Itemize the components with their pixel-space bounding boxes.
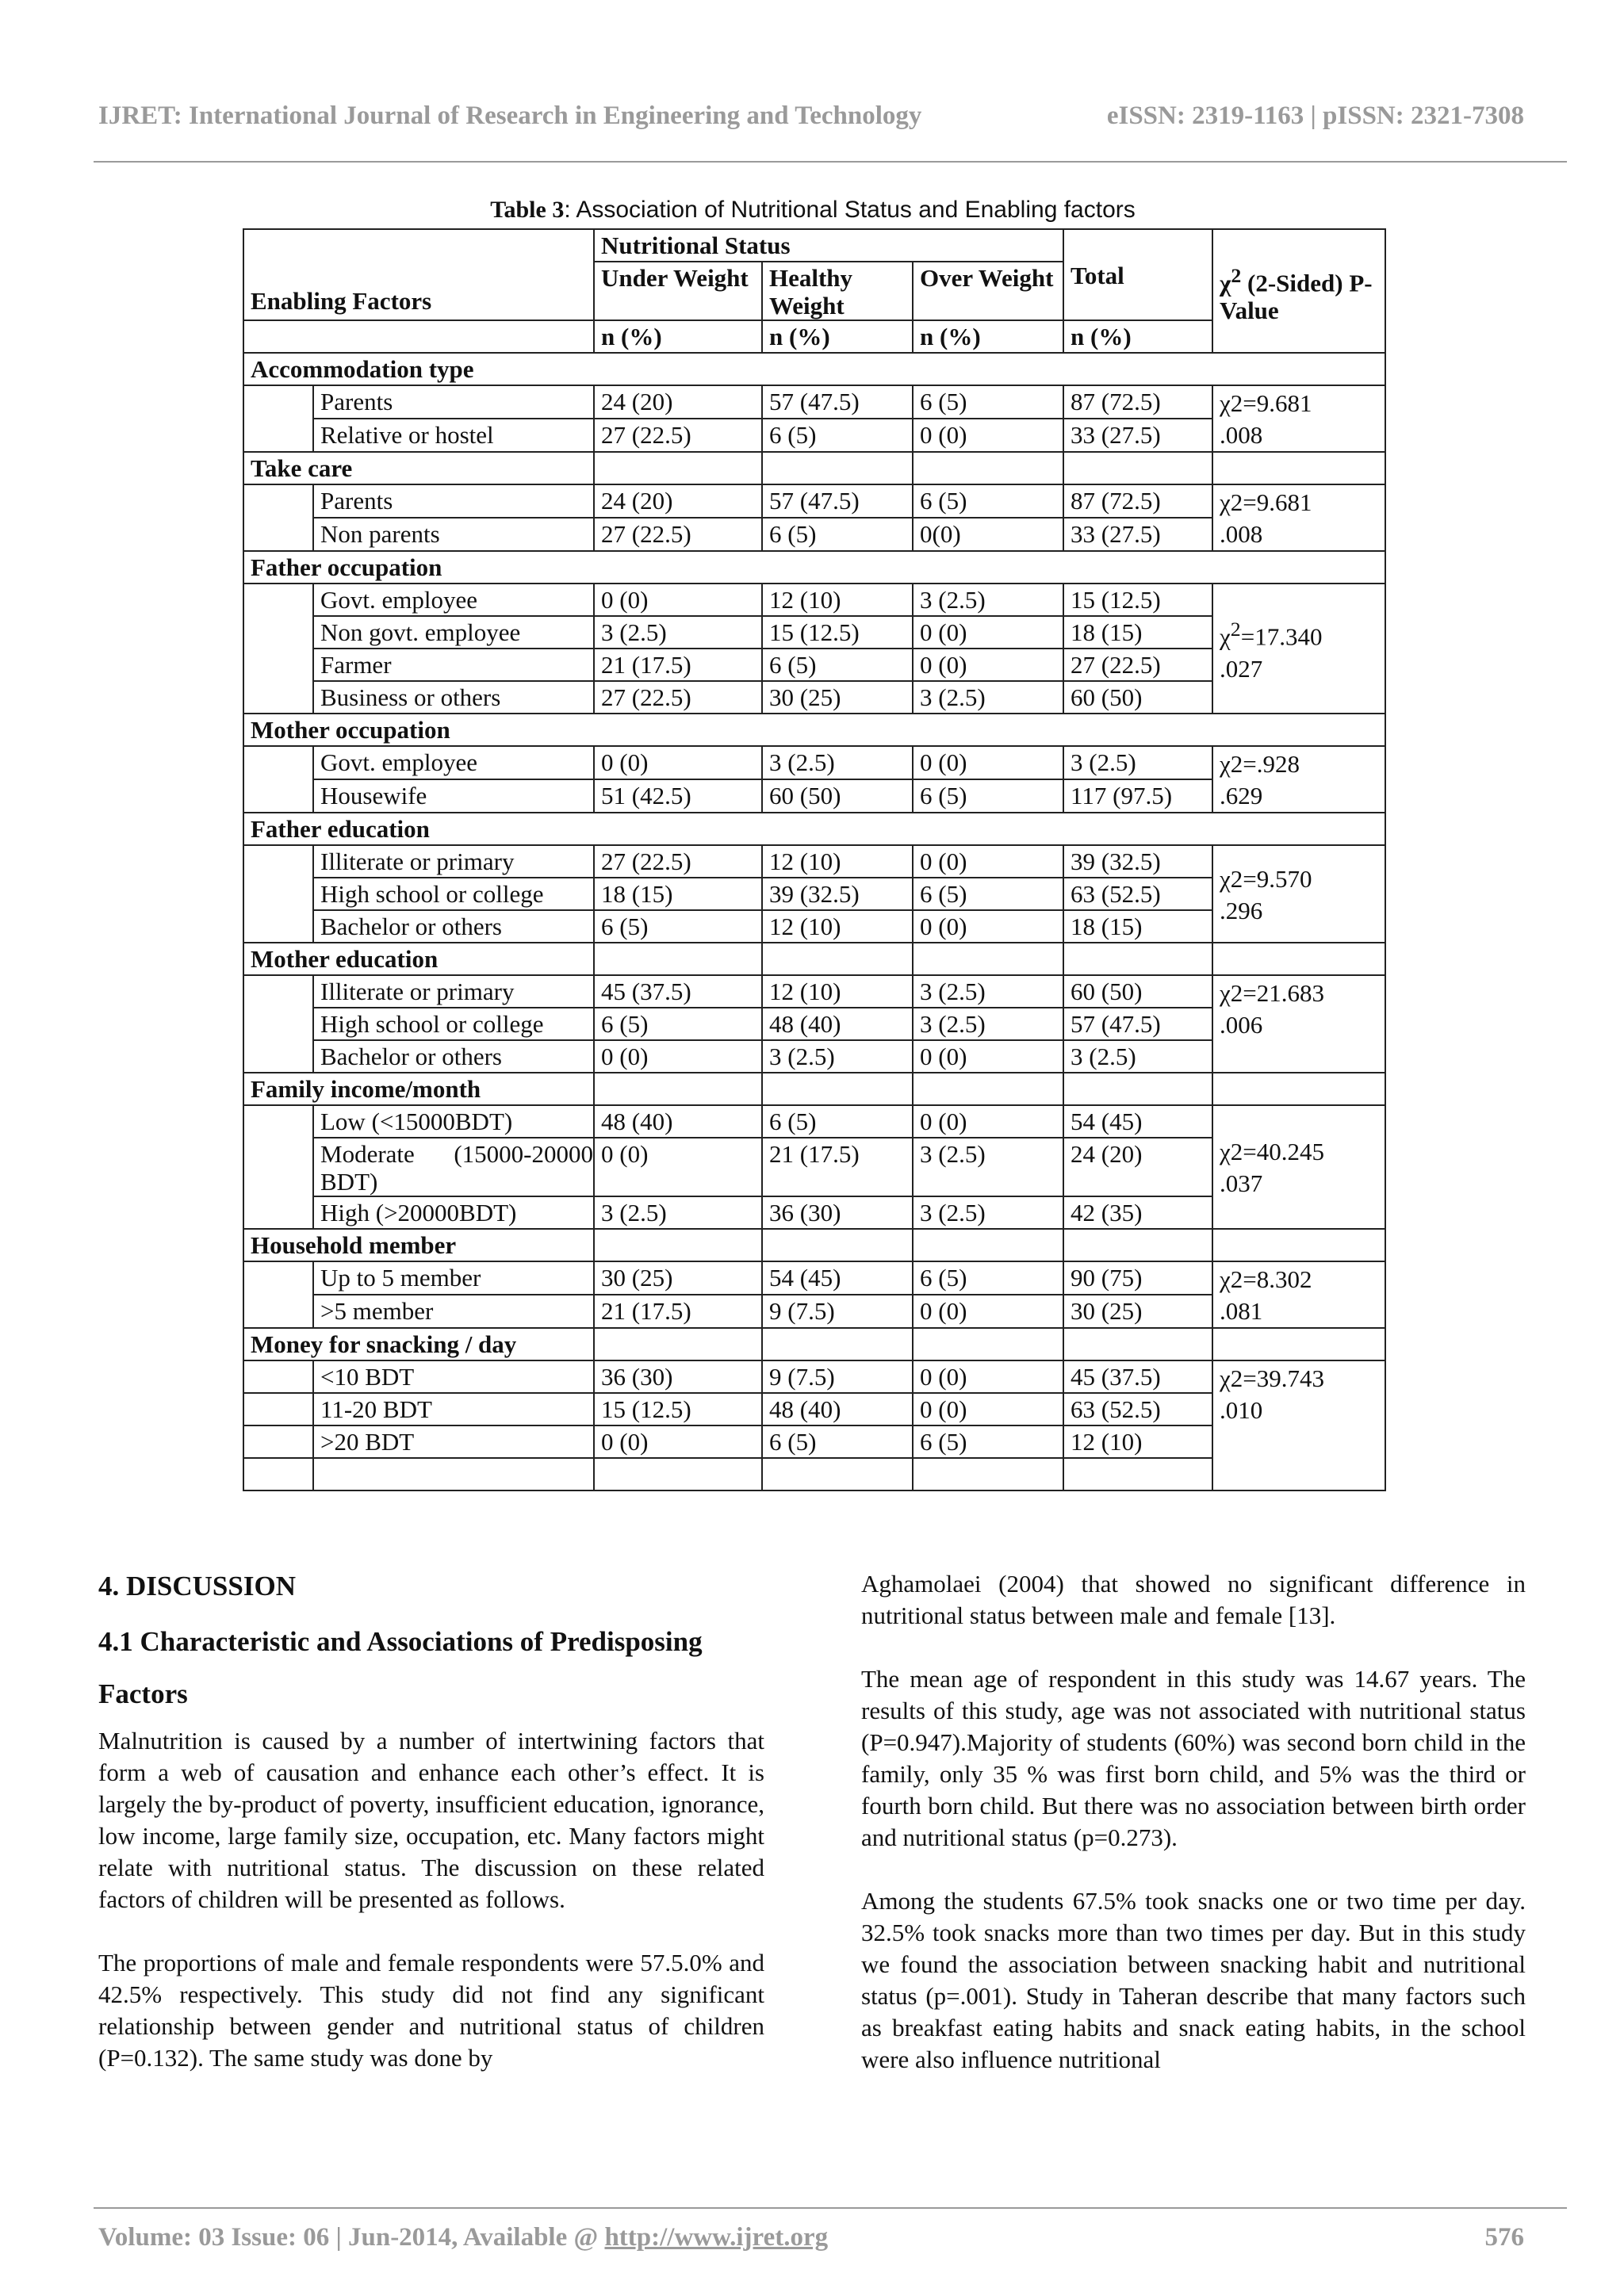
cell-healthy: 3 (2.5): [762, 1040, 913, 1073]
cell-under: 24 (20): [594, 385, 762, 419]
row-label: Govt. employee: [313, 746, 594, 779]
header-over-weight: Over Weight: [913, 262, 1063, 320]
header-nutritional-status: Nutritional Status: [594, 229, 1063, 262]
header-chi-square: [1212, 229, 1385, 353]
cell-over: 0 (0): [913, 616, 1063, 649]
page-number: 576: [1484, 2223, 1524, 2252]
cell-over: 3 (2.5): [913, 584, 1063, 616]
cell-total: 18 (15): [1063, 616, 1212, 649]
cell-total: 60 (50): [1063, 975, 1212, 1008]
header-enabling-factors: Enabling Factors: [243, 229, 594, 320]
cell-total: 33 (27.5): [1063, 419, 1212, 452]
table-row: [243, 484, 1385, 518]
row-label: <10 BDT: [313, 1360, 594, 1393]
cell-over: 3 (2.5): [913, 1008, 1063, 1040]
cell-total: 3 (2.5): [1063, 1040, 1212, 1073]
cell-over: 6 (5): [913, 1261, 1063, 1295]
chi-value: χ2=9.681: [1220, 389, 1312, 417]
cell-total: 30 (25): [1063, 1295, 1212, 1328]
chi-cell: [1212, 845, 1385, 943]
chi-value: χ2=39.743: [1220, 1364, 1325, 1392]
row-label: Non parents: [313, 518, 594, 551]
cell-total: 117 (97.5): [1063, 779, 1212, 813]
header-total: Total: [1063, 229, 1212, 320]
p-value: .037: [1220, 1169, 1263, 1197]
cell-total: 87 (72.5): [1063, 385, 1212, 419]
cell-under: 27 (22.5): [594, 681, 762, 714]
row-label: Bachelor or others: [313, 910, 594, 943]
cell-over: 6 (5): [913, 385, 1063, 419]
unit-over: n (%): [913, 320, 1063, 353]
cell-total: 42 (35): [1063, 1196, 1212, 1229]
table-caption-label: Table 3: [490, 197, 565, 223]
chi-cell: [1212, 584, 1385, 714]
cell-under: 27 (22.5): [594, 518, 762, 551]
p-value: .081: [1220, 1297, 1263, 1325]
chi-value: χ2=40.245: [1220, 1138, 1325, 1165]
cell-healthy: 57 (47.5): [762, 385, 913, 419]
cell-healthy: 6 (5): [762, 1425, 913, 1458]
cell-over: 3 (2.5): [913, 681, 1063, 714]
cell-total: 45 (37.5): [1063, 1360, 1212, 1393]
cell-under: 27 (22.5): [594, 845, 762, 878]
p-value: .010: [1220, 1396, 1263, 1424]
chi-cell: [1212, 1261, 1385, 1328]
cell-total: 63 (52.5): [1063, 1393, 1212, 1425]
category-title: Accommodation type: [243, 353, 1385, 385]
cell-healthy: 48 (40): [762, 1393, 913, 1425]
cell-over: 3 (2.5): [913, 975, 1063, 1008]
cell-under: 51 (42.5): [594, 779, 762, 813]
category-title: Father education: [243, 813, 1385, 845]
table-row: [243, 1105, 1385, 1138]
cell-total: 87 (72.5): [1063, 484, 1212, 518]
empty-cell: [762, 1073, 913, 1105]
cell-under: 6 (5): [594, 1008, 762, 1040]
chi-cell: [1212, 975, 1385, 1073]
empty-cell: [762, 943, 913, 975]
cell-under: 30 (25): [594, 1261, 762, 1295]
category-title: Mother education: [243, 943, 594, 975]
cell-total: 54 (45): [1063, 1105, 1212, 1138]
cell-under: 3 (2.5): [594, 616, 762, 649]
category-row: [243, 1328, 1385, 1360]
category-title: Family income/month: [243, 1073, 594, 1105]
p-value: .629: [1220, 782, 1263, 809]
footer-volume: [98, 2223, 828, 2252]
empty-cell: [762, 1328, 913, 1360]
empty-cell: [1063, 1328, 1212, 1360]
paragraph: The mean age of respondent in this study was 14.67 years. The results of this study, age was not associated with nutritional status (P=0.947).Majority of students (60%) was second born child in the family, only 35 % was first born child, and 5% was the third or fourth born child. But there was no association between birth order and nutritional status (p=0.273).: [861, 1665, 1526, 1851]
cell-under: 0 (0): [594, 1425, 762, 1458]
row-label: Non govt. employee: [313, 616, 594, 649]
empty-cell: [594, 1328, 762, 1360]
cell-healthy: 12 (10): [762, 975, 913, 1008]
empty-cell: [762, 1229, 913, 1261]
cell-over: 0 (0): [913, 1360, 1063, 1393]
cell-total: 39 (32.5): [1063, 845, 1212, 878]
cell-under: 48 (40): [594, 1105, 762, 1138]
cell-over: 0 (0): [913, 1105, 1063, 1138]
indent-cell: [243, 1425, 313, 1458]
chi-value: χ2=9.570: [1220, 864, 1312, 893]
cell-healthy: 6 (5): [762, 1105, 913, 1138]
empty-cell: [243, 1458, 313, 1490]
category-title: Take care: [243, 452, 594, 484]
empty-cell: [913, 1229, 1063, 1261]
chi-symbol: χ: [1220, 622, 1231, 651]
cell-under: 0 (0): [594, 746, 762, 779]
footer-volume-text: Volume: 03 Issue: 06 | Jun-2014, Available @: [98, 2223, 605, 2252]
chi-cell: [1212, 1360, 1385, 1490]
empty-cell: [1063, 1458, 1212, 1490]
header-healthy-weight: Healthy Weight: [762, 262, 913, 320]
indent-cell: [243, 385, 313, 452]
table-row: [243, 385, 1385, 419]
cell-healthy: 60 (50): [762, 779, 913, 813]
category-row: [243, 452, 1385, 484]
row-label: Bachelor or others: [313, 1040, 594, 1073]
cell-under: 6 (5): [594, 910, 762, 943]
empty-cell: [1212, 1328, 1385, 1360]
category-row: [243, 1073, 1385, 1105]
header-under-weight: Under Weight: [594, 262, 762, 320]
paragraph: Aghamolaei (2004) that showed no significant difference in nutritional status between male and female [13].: [861, 1570, 1526, 1629]
cell-total: 33 (27.5): [1063, 518, 1212, 551]
cell-over: 0 (0): [913, 1040, 1063, 1073]
cell-under: 15 (12.5): [594, 1393, 762, 1425]
empty-cell: [1212, 1073, 1385, 1105]
cell-healthy: 12 (10): [762, 584, 913, 616]
cell-healthy: 6 (5): [762, 419, 913, 452]
indent-cell: [243, 746, 313, 813]
cell-healthy: 12 (10): [762, 910, 913, 943]
row-label: High school or college: [313, 878, 594, 910]
left-column: [98, 1570, 764, 2106]
table-row: [243, 746, 1385, 779]
issn-text: eISSN: 2319-1163 | pISSN: 2321-7308: [1106, 101, 1524, 130]
category-row: [243, 353, 1385, 385]
indent-cell: [243, 1105, 313, 1229]
empty-cell: [1212, 452, 1385, 484]
row-label: High (>20000BDT): [313, 1196, 594, 1229]
cell-healthy: 9 (7.5): [762, 1295, 913, 1328]
row-label: 11-20 BDT: [313, 1393, 594, 1425]
cell-under: 24 (20): [594, 484, 762, 518]
empty-cell: [594, 1229, 762, 1261]
cell-under: 21 (17.5): [594, 649, 762, 681]
footer-divider: [94, 2207, 1567, 2209]
category-row: [243, 714, 1385, 746]
empty-cell: [313, 1458, 594, 1490]
cell-over: 6 (5): [913, 484, 1063, 518]
indent-cell: [243, 1261, 313, 1328]
cell-total: 18 (15): [1063, 910, 1212, 943]
row-label: Parents: [313, 484, 594, 518]
cell-total: 57 (47.5): [1063, 1008, 1212, 1040]
cell-total: 27 (22.5): [1063, 649, 1212, 681]
cell-under: 45 (37.5): [594, 975, 762, 1008]
section-heading: 4. DISCUSSION: [98, 1571, 296, 1601]
row-label: Business or others: [313, 681, 594, 714]
p-value: .008: [1220, 421, 1263, 449]
cell-over: 0 (0): [913, 845, 1063, 878]
chi-header-text: (2-Sided) P-Value: [1220, 269, 1373, 325]
category-title: Money for snacking / day: [243, 1328, 594, 1360]
cell-under: 18 (15): [594, 878, 762, 910]
cell-over: 0 (0): [913, 1295, 1063, 1328]
cell-over: 0 (0): [913, 1393, 1063, 1425]
chi-superscript: 2: [1231, 264, 1242, 287]
empty-cell: [913, 1328, 1063, 1360]
indent-cell: [243, 845, 313, 943]
table-row: [243, 584, 1385, 616]
row-label: Low (<15000BDT): [313, 1105, 594, 1138]
cell-under: 27 (22.5): [594, 419, 762, 452]
row-label: Illiterate or primary: [313, 845, 594, 878]
cell-healthy: 21 (17.5): [762, 1138, 913, 1196]
empty-cell: [1212, 943, 1385, 975]
table-row: [243, 845, 1385, 878]
category-title: Household member: [243, 1229, 594, 1261]
cell-under: 0 (0): [594, 1138, 762, 1196]
cell-under: 36 (30): [594, 1360, 762, 1393]
cell-under: 3 (2.5): [594, 1196, 762, 1229]
right-column: [861, 1568, 1526, 2107]
page-header: [98, 101, 1524, 131]
indent-cell: [243, 484, 313, 551]
cell-healthy: 3 (2.5): [762, 746, 913, 779]
row-label: High school or college: [313, 1008, 594, 1040]
nutrition-enabling-table: [243, 228, 1386, 1491]
chi-cell: [1212, 1105, 1385, 1229]
empty-cell: [594, 1073, 762, 1105]
cell-healthy: 6 (5): [762, 649, 913, 681]
category-row: [243, 943, 1385, 975]
indent-cell: [243, 975, 313, 1073]
p-value: .296: [1220, 896, 1263, 924]
indent-cell: [243, 1393, 313, 1425]
category-title: Mother occupation: [243, 714, 1385, 746]
indent-cell: [243, 1360, 313, 1393]
empty-cell: [762, 452, 913, 484]
cell-total: 90 (75): [1063, 1261, 1212, 1295]
cell-over: 3 (2.5): [913, 1196, 1063, 1229]
cell-under: 0 (0): [594, 1040, 762, 1073]
chi-symbol: χ: [1220, 269, 1231, 297]
cell-over: 6 (5): [913, 1425, 1063, 1458]
unit-healthy: n (%): [762, 320, 913, 353]
row-label: Govt. employee: [313, 584, 594, 616]
cell-healthy: 15 (12.5): [762, 616, 913, 649]
row-label: Farmer: [313, 649, 594, 681]
cell-over: 0 (0): [913, 746, 1063, 779]
unit-under: n (%): [594, 320, 762, 353]
empty-cell: [1212, 1229, 1385, 1261]
cell-over: 0 (0): [913, 649, 1063, 681]
cell-healthy: 36 (30): [762, 1196, 913, 1229]
cell-healthy: 48 (40): [762, 1008, 913, 1040]
cell-healthy: 39 (32.5): [762, 878, 913, 910]
cell-total: 15 (12.5): [1063, 584, 1212, 616]
chi-value: =17.340: [1240, 622, 1323, 651]
category-row: [243, 813, 1385, 845]
chi-value: χ2=8.302: [1220, 1265, 1312, 1293]
table-header-row: [243, 229, 1385, 262]
empty-cell: [913, 943, 1063, 975]
header-divider: [94, 161, 1567, 163]
paragraph: Malnutrition is caused by a number of intertwining factors that form a web of causation and enhance each other’s effect. It is largely the by-product of poverty, insufficient education, ignorance, low income, large family size, occupation, etc. Many factors might relate with nutritional status. The discussion on these related factors of children will be presented as follows.: [98, 1727, 764, 1913]
empty-cell: [1063, 943, 1212, 975]
row-label: Housewife: [313, 779, 594, 813]
cell-under: 21 (17.5): [594, 1295, 762, 1328]
cell-healthy: 6 (5): [762, 518, 913, 551]
cell-healthy: 57 (47.5): [762, 484, 913, 518]
indent-cell: [243, 584, 313, 714]
cell-healthy: 30 (25): [762, 681, 913, 714]
cell-total: 12 (10): [1063, 1425, 1212, 1458]
category-title: Father occupation: [243, 551, 1385, 584]
journal-title: IJRET: International Journal of Research in Engineering and Technology: [98, 101, 922, 130]
cell-over: 0 (0): [913, 910, 1063, 943]
row-label: Parents: [313, 385, 594, 419]
blank-cell: [243, 320, 594, 353]
table-row: [243, 1360, 1385, 1393]
chi-cell: [1212, 385, 1385, 452]
row-label: Moderate (15000-20000 BDT): [313, 1138, 594, 1196]
cell-healthy: 9 (7.5): [762, 1360, 913, 1393]
cell-over: 0(0): [913, 518, 1063, 551]
cell-total: 3 (2.5): [1063, 746, 1212, 779]
empty-cell: [1063, 1073, 1212, 1105]
chi-value: χ2=21.683: [1220, 979, 1325, 1007]
table-caption-text: : Association of Nutritional Status and Enabling factors: [564, 197, 1136, 223]
category-row: [243, 551, 1385, 584]
unit-total: n (%): [1063, 320, 1212, 353]
page-footer: [98, 2223, 1524, 2252]
row-label: >5 member: [313, 1295, 594, 1328]
chi-superscript: 2: [1230, 618, 1241, 641]
empty-cell: [594, 452, 762, 484]
p-value: .027: [1220, 654, 1263, 683]
chi-cell: [1212, 746, 1385, 813]
row-label: Relative or hostel: [313, 419, 594, 452]
chi-value: χ2=.928: [1220, 750, 1300, 778]
table-row: [243, 975, 1385, 1008]
cell-total: 60 (50): [1063, 681, 1212, 714]
table-row: [243, 1261, 1385, 1295]
subsection-heading: 4.1 Characteristic and Associations of Predisposing Factors: [98, 1626, 703, 1709]
row-label: Illiterate or primary: [313, 975, 594, 1008]
empty-cell: [762, 1458, 913, 1490]
cell-over: 6 (5): [913, 779, 1063, 813]
p-value: .008: [1220, 520, 1263, 548]
cell-over: 6 (5): [913, 878, 1063, 910]
chi-value: χ2=9.681: [1220, 488, 1312, 516]
table-caption: [243, 197, 1383, 224]
journal-link[interactable]: http://www.ijret.org: [604, 2223, 829, 2252]
row-label: Up to 5 member: [313, 1261, 594, 1295]
empty-cell: [913, 1458, 1063, 1490]
cell-over: 0 (0): [913, 419, 1063, 452]
chi-cell: [1212, 484, 1385, 551]
empty-cell: [913, 1073, 1063, 1105]
p-value: .006: [1220, 1011, 1263, 1039]
paragraph: Among the students 67.5% took snacks one or two time per day. 32.5% took snacks more than two times per day. But in this study we found the association between snacking habit and nutritional status (p=.001). Study in Taheran describe that many factors such as breakfast eating habits and snack eating habits, in the school were also influence nutritional: [861, 1887, 1526, 2073]
empty-cell: [1063, 1229, 1212, 1261]
cell-under: 0 (0): [594, 584, 762, 616]
cell-total: 24 (20): [1063, 1138, 1212, 1196]
row-label: >20 BDT: [313, 1425, 594, 1458]
category-row: [243, 1229, 1385, 1261]
empty-cell: [594, 943, 762, 975]
cell-healthy: 54 (45): [762, 1261, 913, 1295]
cell-over: 3 (2.5): [913, 1138, 1063, 1196]
paragraph: The proportions of male and female respondents were 57.5.0% and 42.5% respectively. This study did not find any significant relationship between gender and nutritional status of children (P=0.132). The same study was done by: [98, 1949, 764, 2072]
empty-cell: [913, 452, 1063, 484]
cell-healthy: 12 (10): [762, 845, 913, 878]
empty-cell: [594, 1458, 762, 1490]
empty-cell: [1063, 452, 1212, 484]
cell-total: 63 (52.5): [1063, 878, 1212, 910]
